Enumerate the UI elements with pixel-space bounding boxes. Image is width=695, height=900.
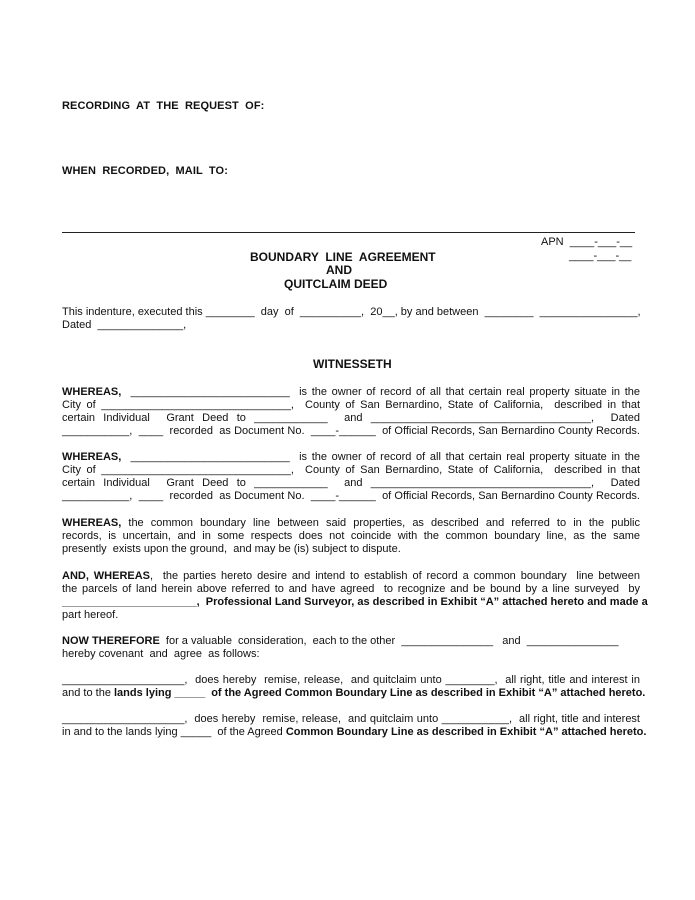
now-therefore-lead: NOW THEREFORE [62,635,160,647]
whereas-line: certain Individual Grant Deed to ____________ and ____________________________________, Dated [62,412,640,424]
recording-request-label: RECORDING AT THE REQUEST OF: [62,100,265,112]
whereas-line: certain Individual Grant Deed to ____________ and ____________________________________, Dated [62,477,640,489]
intro-paragraph [62,306,640,332]
whereas-line: City of _______________________________, County of San Bernardino, State of California, described in that [62,464,640,476]
title-boundary-line-agreement: BOUNDARY LINE AGREEMENT [250,250,436,264]
clause-bold-text: lands lying _____ of the Agreed Common Boundary Line as described in Exhibit “A” attached hereto. [114,687,646,699]
and-whereas-paragraph [62,570,648,622]
and-whereas-lead: AND, WHEREAS [62,570,151,582]
whereas-paragraph-1 [62,386,640,438]
when-recorded-label: WHEN RECORDED, MAIL TO: [62,165,228,177]
whereas-text: __________________________ is the owner of record of all that certain real property situate in the [121,386,640,398]
and-whereas-text: , the parties hereto desire and intend to establish of record a common boundary line between [150,570,640,582]
apn-line-2: ____-___-__ [569,250,632,262]
now-therefore-paragraph [62,635,640,661]
quitclaim-clause-1 [62,674,646,700]
and-whereas-line: part hereof. [62,609,119,621]
clause-line: ____________________, does hereby remise, release, and quitclaim unto ___________, all right, title and interest [62,713,640,725]
intro-line: This indenture, executed this ________ day of __________, 20__, by and between ________ ________________, [62,306,641,318]
whereas-line: ___________, ____ recorded as Document No. ____-______ of Official Records, San Bernardino County Records. [62,490,640,502]
clause-line: ____________________, does hereby remise, release, and quitclaim unto ________, all right, title and interest in [62,674,640,686]
whereas-line: presently exists upon the ground, and may be (is) subject to dispute. [62,543,401,555]
whereas-lead: WHEREAS, [62,386,122,398]
whereas-text: __________________________ is the owner of record of all that certain real property situate in the [121,451,640,463]
and-whereas-line: the parcels of land herein above referred to and have agreed to recognize and be bound by a line surveyed by [62,583,640,595]
whereas-paragraph-3 [62,517,640,556]
title-quitclaim-deed: QUITCLAIM DEED [284,277,388,291]
clause-bold-text: Common Boundary Line as described in Exhibit “A” attached hereto. [285,726,647,738]
and-whereas-line: ______________________, Professional Land Surveyor, as described in Exhibit “A” attached hereto and made a [62,596,648,608]
quitclaim-clause-2 [62,713,647,739]
title-and: AND [326,263,352,277]
whereas-paragraph-2 [62,451,640,503]
intro-line: Dated ______________, [62,319,187,331]
whereas-line: ___________, ____ recorded as Document No. ____-______ of Official Records, San Bernardino County Records. [62,425,640,437]
now-therefore-text: for a valuable consideration, each to the other _______________ and _______________ [159,635,619,647]
now-therefore-line: hereby covenant and agree as follows: [62,648,260,660]
whereas-text: the common boundary line between said properties, as described and referred to in the public [121,517,640,529]
whereas-line: records, is uncertain, and in some respects does not coincide with the common boundary line, as the same [62,530,640,542]
clause-text: and to the [62,687,114,699]
whereas-lead: WHEREAS, [62,517,122,529]
whereas-line: City of _______________________________, County of San Bernardino, State of California, described in that [62,399,640,411]
header-divider [62,232,635,233]
apn-line-1: APN ____-___-__ [541,236,633,248]
witnesseth-heading: WITNESSETH [313,357,392,371]
clause-text: in and to the lands lying _____ of the Agreed [62,726,286,738]
whereas-lead: WHEREAS, [62,451,122,463]
